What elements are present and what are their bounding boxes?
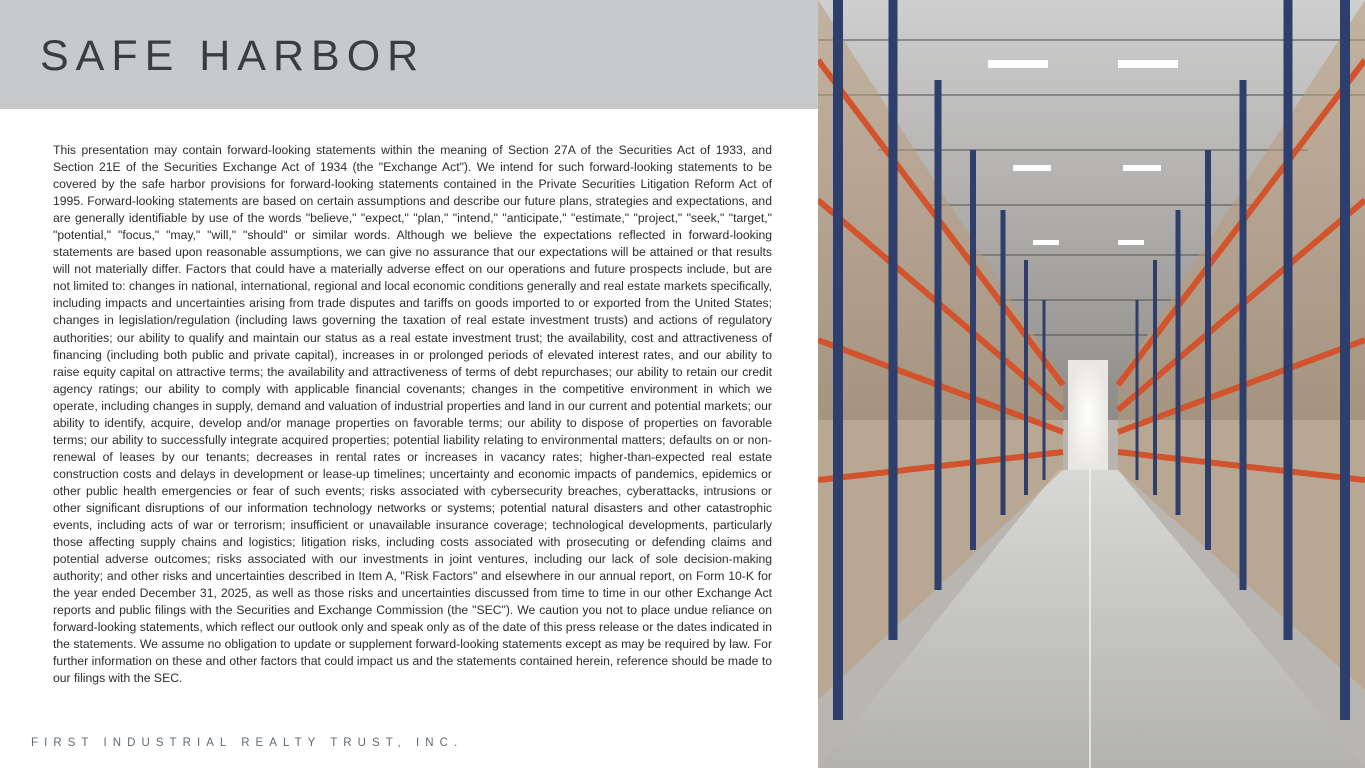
footer-company-name: FIRST INDUSTRIAL REALTY TRUST, INC. bbox=[31, 737, 464, 749]
warehouse-illustration bbox=[818, 0, 1365, 768]
page-title: SAFE HARBOR bbox=[40, 32, 426, 80]
safe-harbor-disclaimer: This presentation may contain forward-looking statements within the meaning of Section 27A of the Securities Act of 1933, and Section 21E of the Securities Exchange Act of 1934 (the "Exchange Act"). We intend for such forward-looking statements to be covered by the safe harbor provisions for forward-looking statements contained in the Private Securities Litigation Reform Act of 1995. Forward-looking statements are based on certain assumptions and describe our future plans, strategies and expectations, and are generally identifiable by use of the words "believe," "expect," "plan," "intend," "anticipate," "estimate," "project," "seek," "target," "potential," "focus," "may," "will," "should" or similar words. Although we believe the expectations reflected in forward-looking statements are based upon reasonable assumptions, we can give no assurance that our expectations will be attained or that results will not materially differ. Factors that could have a materially adverse effect on our operations and future prospects include, but are not limited to: changes in national, international, regional and local economic conditions generally and real estate markets specifically, including impacts and uncertainties arising from trade disputes and tariffs on goods imported to or exported from the United States; changes in legislation/regulation (including laws governing the taxation of real estate investment trusts) and actions of regulatory authorities; our ability to qualify and maintain our status as a real estate investment trust; the availability, cost and attractiveness of financing (including both public and private capital), increases in or prolonged periods of elevated interest rates, and our ability to raise equity capital on attractive terms; the availability and attractiveness of terms of debt repurchases; our ability to retain our credit agency ratings; our ability to comply with applicable financial covenants; changes in the competitive environment in which we operate, including changes in supply, demand and valuation of industrial properties and land in our current and potential markets; our ability to identify, acquire, develop and/or manage properties on favorable terms; our ability to dispose of properties on favorable terms; our ability to successfully integrate acquired properties; potential liability relating to environmental matters; defaults on or non-renewal of leases by our tenants; decreases in rental rates or increases in vacancy rates; higher-than-expected real estate construction costs and delays in development or lease-up timelines; uncertainty and economic impacts of pandemics, epidemics or other public health emergencies or fear of such events; risks associated with cybersecurity breaches, cyberattacks, intrusions or other significant disruptions of our information technology networks or systems; potential natural disasters and other catastrophic events, including acts of war or terrorism; insufficient or unavailable insurance coverage; technological developments, particularly those affecting supply chains and logistics; litigation risks, including costs associated with prosecuting or defending claims and potential adverse outcomes; risks associated with our investments in joint ventures, including our lack of sole decision-making authority; and other risks and uncertainties described in Item A, "Risk Factors" and elsewhere in our annual report, on Form 10-K for the year ended December 31, 2025, as well as those risks and uncertainties discussed from time to time in our other Exchange Act reports and public filings with the Securities and Exchange Commission (the "SEC"). We caution you not to place undue reliance on forward-looking statements, which reflect our outlook only and speak only as of the date of this press release or the dates indicated in the statements. We assume no obligation to update or supplement forward-looking statements except as may be required by law. For further information on these and other factors that could impact us and the statements contained herein, reference should be made to our filings with the SEC. bbox=[53, 143, 772, 686]
warehouse-aisle-photo bbox=[818, 0, 1365, 768]
